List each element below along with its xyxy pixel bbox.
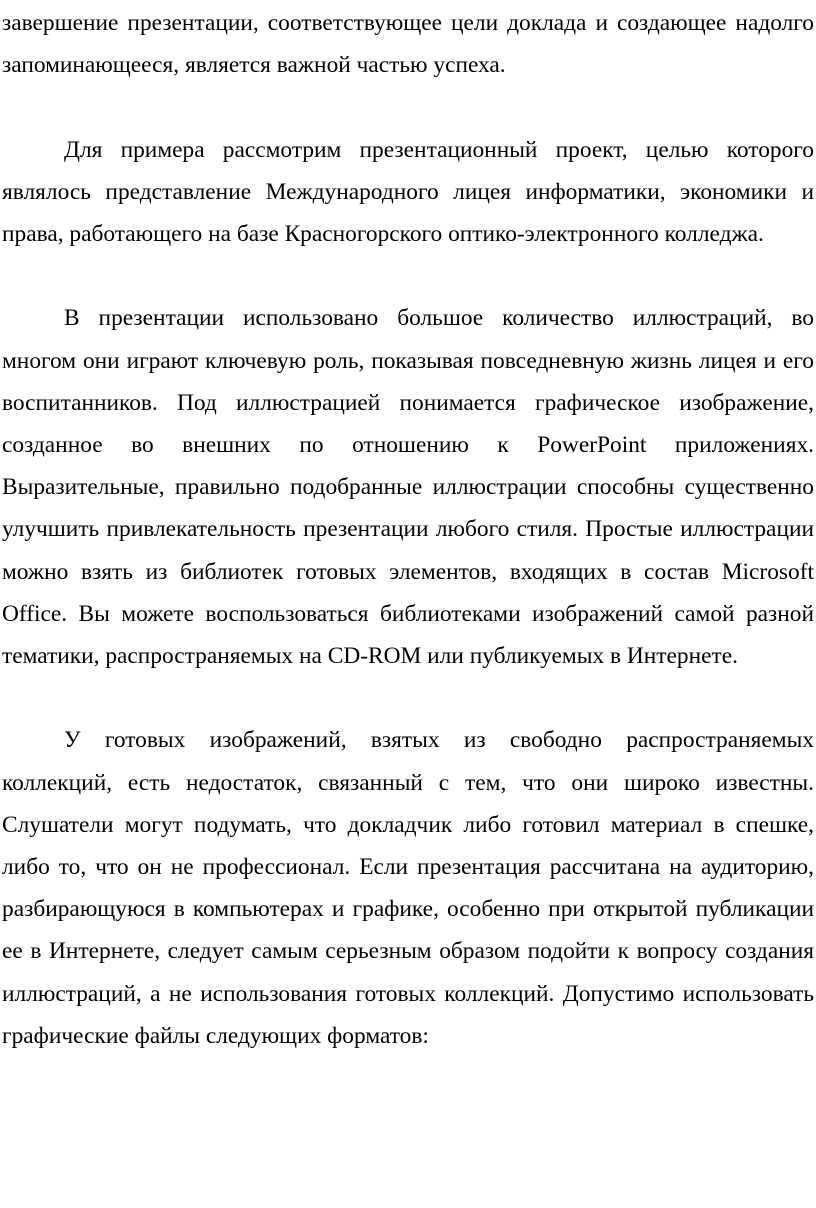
paragraph-presentation-ending: завершение презентации, соответствующее цели доклада и создающее надолго запоминающееся, является важной частью успеха. <box>2 10 814 79</box>
paragraph-example-project: Для примера рассмотрим презентационный проект, целью которого являлось представление Международного лицея информатики, экономики и права, работающего на базе Красногорского оптико-электронного колледжа. <box>2 136 814 247</box>
paragraph-ready-images: У готовых изображений, взятых из свободно распространяемых коллекций, есть недостаток, связанный с тем, что они широко известны. Слушатели могут подумать, что докладчик либо готовил материал в спешке, либо то, что он не профессионал. Если презентация рассчитана на аудиторию, разбирающуюся в компьютерах и графике, особенно при открытой публикации ее в Интернете, следует самым серьезным образом подойти к вопросу создания иллюстраций, а не использования готовых коллекций. Допустимо использовать графические файлы следующих форматов: <box>2 727 814 1049</box>
paragraph-illustrations: В презентации использовано большое количество иллюстраций, во многом они играют ключевую роль, показывая повседневную жизнь лицея и его воспитанников. Под иллюстрацией понимается графическое изображение, созданное во внешних по отношению к PowerPoint приложениях. Выразительные, правильно подобранные иллюстрации способны существенно улучшить привлекательность презентации любого стиля. Простые иллюстрации можно взять из библиотек готовых элементов, входящих в состав Microsoft Office. Вы можете воспользоваться библиотеками изображений самой разной тематики, распространяемых на CD-ROM или публикуемых в Интернете. <box>2 305 814 670</box>
